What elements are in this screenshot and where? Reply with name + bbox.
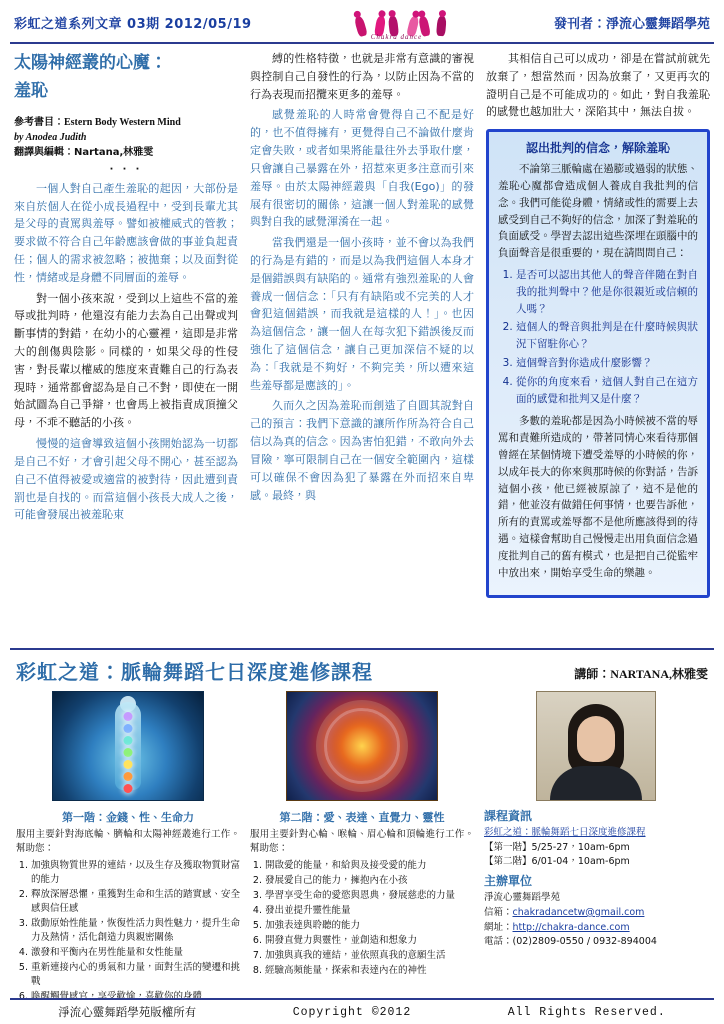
- highlight-box-questions: [498, 267, 698, 407]
- stage-1-list: [16, 859, 240, 1004]
- paragraph: 對一個小孩來說，受到以上這些不當的羞辱或批判時，他還沒有能力去為自己出聲或判斷事情的對錯，在幼小的心靈裡，這即是非常大的創傷與陰影。同樣的，如果父母的性侵害，對長輩以權威的態度來責難自己的行為表現時，通常都會認為是自己不對，即使在一開始試圖為自己爭辯，也會馬上被指責成頂撞父母，不乖不聽話的小孩。: [14, 291, 238, 430]
- article-title-line2: 羞恥: [14, 81, 48, 102]
- reference-block: [14, 115, 238, 160]
- list-item: 6. 開發直覺力與靈性，並創造和想象力: [265, 934, 474, 948]
- list-item: 4. 發出並提升靈性能量: [265, 904, 474, 918]
- footer-copyright: Copyright ©2012: [292, 1005, 412, 1019]
- publisher-label: 發刊者：淨流心靈舞蹈學苑: [553, 17, 710, 32]
- tel-label: 電話：: [484, 936, 513, 948]
- organizer-email-row: [484, 906, 708, 921]
- list-item: 3. 學習享受生命的愛慾與恩典，發展慈悲的力量: [265, 889, 474, 903]
- masthead-left: [14, 13, 252, 32]
- stage-2-list: [250, 859, 474, 978]
- website-link[interactable]: http://chakra-dance.com: [512, 921, 630, 933]
- list-item: 8. 經驗高頻能量，探索和表達內在的神性: [265, 964, 474, 978]
- course-session-2: 【第二階】6/01-04，10am-6pm: [484, 856, 630, 868]
- course-header: [10, 648, 714, 689]
- list-item: 5. 重新連接內心的勇氣和力量，面對生活的變遷和挑戰: [31, 961, 240, 989]
- email-link[interactable]: chakradancetw@gmail.com: [512, 906, 645, 918]
- chakra-body-image: [52, 691, 204, 801]
- highlight-box: [486, 129, 710, 598]
- page-footer: [10, 998, 714, 1020]
- list-item: 6. 喚醒觸覺感官，享受歡愉，喜歡你的身體: [31, 990, 240, 1004]
- masthead: [10, 6, 714, 44]
- reference-author: by Anodea Judith: [14, 131, 87, 143]
- list-item: 2. 釋放深層恐懼，重獲對生命和生活的踏實感、安全感與信任感: [31, 888, 240, 916]
- issue-number: 03期: [127, 17, 160, 32]
- list-item: 1. 開啟愛的能量，和給與及接受愛的能力: [265, 859, 474, 873]
- series-label: 彩虹之道系列文章: [14, 17, 123, 32]
- footer-owner: 淨流心靈舞蹈學苑版權所有: [58, 1005, 197, 1019]
- mandala-image: [286, 691, 438, 801]
- brand-logo: [357, 8, 449, 41]
- course-info-block: [484, 805, 708, 1005]
- question-item: 3. 這個聲音對你造成什麼影響？: [516, 355, 698, 372]
- course-info-title: 課程資訊: [484, 809, 533, 823]
- question-item: 4. 從你的角度來看，這個人對自己在這方面的感覺和批判又是什麼？: [516, 374, 698, 408]
- article-column-3: [486, 50, 710, 644]
- reference-translator: 翻譯與編輯：Nartana,林雅雯: [14, 146, 154, 158]
- reference-separator: ‧ ‧ ‧: [109, 163, 143, 175]
- course-teacher: [574, 665, 708, 685]
- list-item: 5. 加強表達與聆聽的能力: [265, 919, 474, 933]
- list-item: 3. 啟動原始性能量，恢復性活力與性魅力，提升生命力及熱情，活化創造力與親密關係: [31, 917, 240, 945]
- stage-1-title: 第一階：金錢、性、生命力: [62, 811, 194, 824]
- paragraph: 慢慢的這會導致這個小孩開始認為一切都是自己不好，才會引起父母不開心，甚至認為自己不值得被愛或適當的被對待，因此遭到責罰也是自找的。而當這個小孩長大成人之後，可能會發展出被羞恥束: [14, 437, 238, 522]
- organizer-title: 主辦單位: [484, 874, 533, 889]
- paragraph: 其相信自己可以成功，卻是在嘗試前就先放棄了，想當然而，因為放棄了，又更再次的證明自己是不可能成功的。如此，對自我羞恥的感覺也越加壯大，深陷其中，無法自拔。: [486, 52, 710, 119]
- dancers-icon: [357, 8, 449, 41]
- course-info-link[interactable]: 彩虹之道：脈輪舞蹈七日深度進修課程: [484, 827, 646, 838]
- stage-1-block: [16, 805, 240, 1005]
- image-cell-portrait: [484, 691, 708, 801]
- stage-2-block: [250, 805, 474, 1005]
- article-title-line1: 太陽神經叢的心魔：: [14, 53, 167, 73]
- highlight-box-paragraph: 不論第三脈輪處在過膨或過弱的狀態、羞恥心魔都會造成個人養成自我批判的信念。我們可能從身體，情緒或性的需要上去感受到自己不夠好的信念，加深了對羞恥的負面感受。學習去認出這些深埋在頭腦中的負面聲音是很重要的，現在請問問自己：: [498, 163, 698, 260]
- course-teacher-name: NARTANA,林雅雯: [610, 667, 708, 681]
- stage-1-lead: 服用主要針對海底輪、臍輪和太陽神經叢進行工作。幫助您：: [16, 829, 240, 855]
- course-title: 彩虹之道：脈輪舞蹈七日深度進修課程: [16, 660, 373, 684]
- web-label: 網址：: [484, 921, 513, 933]
- course-details: [10, 801, 714, 1005]
- paragraph: 一個人對自己產生羞恥的起因，大部份是來自於個人在從小成長過程中，受到長輩尤其是父母的責罵與羞辱。譬如被權威式的管教；要求做不符合自己年齡應該會做的事並負起責任；個人的需求被忽略；被拋棄；以及面對從性，情緒或是身體不同層面的羞辱。: [14, 181, 238, 284]
- highlight-box-title: 認出批判的信念，解除羞恥: [525, 141, 670, 156]
- email-label: 信箱：: [484, 906, 513, 918]
- image-cell-chakra: [16, 691, 240, 801]
- image-cell-mandala: [250, 691, 474, 801]
- list-item: 7. 加強與真我的連結，並依照真我的意願生活: [265, 949, 474, 963]
- organizer-name: 淨流心靈舞蹈學苑: [484, 892, 561, 904]
- reference-book: Estern Body Western Mind: [64, 116, 181, 128]
- reference-label: 參考書目：: [14, 116, 64, 128]
- instructor-portrait-image: [536, 691, 656, 801]
- question-item: 1. 是否可以認出其他人的聲音伴隨在對自我的批判聲中？他是你很親近或信賴的人嗎？: [516, 267, 698, 317]
- organizer-tel-row: [484, 935, 708, 950]
- list-item: 4. 激發和平衡內在男性能量和女性能量: [31, 946, 240, 960]
- tel-value: (02)2809-0550 / 0932-894004: [512, 936, 657, 948]
- issue-date: 2012/05/19: [164, 17, 252, 32]
- highlight-box-closing: 多數的羞恥都是因為小時候被不當的辱罵和責難所造成的，帶著同情心來看待那個曾經在某個情境下遭受羞辱的小時候的你，以成年長大的你來與那時候的你對話，告訴這個小孩，他已經被原諒了，這不是他的錯，他並沒有做錯任何事情，也要告訴他，所有的責罵或羞辱都不是他所應該得到的待遇。這樣會幫助自己慢慢走出用負面信念過度批判自己的舊有模式，也是把自己從監牢中放出來，開始享受生命的樂趣。: [498, 415, 698, 579]
- paragraph: 縛的性格特徵，也就是非常有意識的審視與控制自己自發性的行為，以防止因為不當的行為表現而招攬來更多的羞辱。: [250, 52, 474, 101]
- list-item: 2. 發展愛自己的能力，擁抱內在小孩: [265, 874, 474, 888]
- course-images: [10, 689, 714, 801]
- course-teacher-label: 講師：: [574, 667, 611, 681]
- question-item: 2. 這個人的聲音與批判是在什麼時候與狀況下留駐你心？: [516, 319, 698, 353]
- article-columns: [10, 44, 714, 644]
- article-column-1: [14, 50, 238, 644]
- list-item: 1. 加強與物質世界的連結，以及生存及獲取物質財富的能力: [31, 859, 240, 887]
- paragraph: 感覺羞恥的人時常會覺得自己不配是好的，也不值得擁有，更覺得自己不論做什麼肯定會失敗，或者如果將能量往外去爭取什麼，只會讓自己暴露在外，招惹來更多注意而引來羞辱。由於太陽神經叢與「自我(Ego)」的發展有很密切的關係，這讓一個人對羞恥的感覺與對自我的感覺渾淆在一起。: [250, 108, 474, 229]
- stage-2-title: 第二階：愛、表達、直覺力、靈性: [279, 811, 445, 824]
- course-session-1: 【第一階】5/25-27，10am-6pm: [484, 841, 630, 853]
- paragraph: 久而久之因為羞恥而創造了自圓其說對自己的預言：我們下意識的讓所作所為符合自己信以為真的信念。因為害怕犯錯，不敢向外去冒險，寧可限制自己在一個安全範圍內，這樣可以確保不會因為犯了暴露在外而招來自卑感。最終，與: [250, 399, 474, 502]
- footer-rights: All Rights Reserved.: [507, 1005, 666, 1019]
- paragraph: 當我們還是一個小孩時，並不會以為我們的行為是有錯的，而是以為我們這個人本身才是個錯誤與有缺陷的。通常有強烈羞恥的人會養成一個信念：「只有有缺陷或不完美的人才會犯這個錯誤，而我就是這樣的人！」。也因為這個信念，讓一個人在每次犯下錯誤後反而強化了這個信念，讓自己更加深信不疑的以為：「我就是不夠好，不夠完美，所以遭來這些羞辱都是應該的」。: [250, 236, 474, 392]
- stage-2-lead: 服用主要針對心輪、喉輪、眉心輪和頂輪進行工作。幫助您：: [250, 829, 474, 855]
- article-column-2: [250, 50, 474, 644]
- logo-wordmark: Chakra dance: [370, 32, 423, 41]
- organizer-web-row: [484, 921, 708, 936]
